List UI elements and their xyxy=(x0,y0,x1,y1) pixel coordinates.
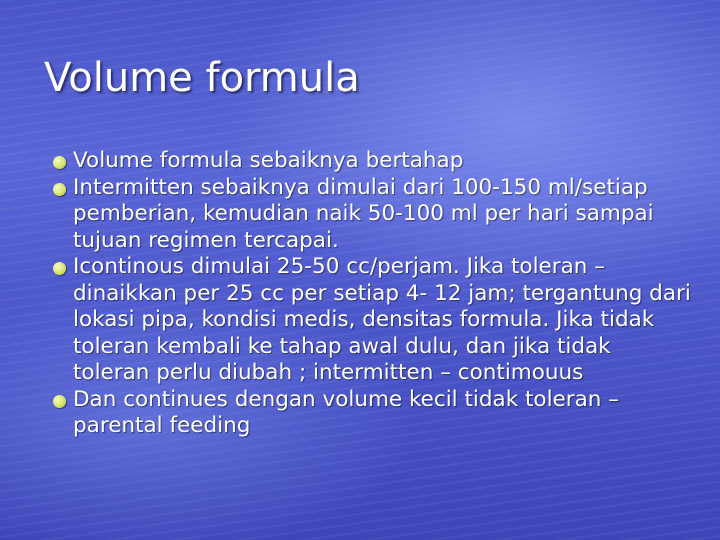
bullet-icon xyxy=(53,395,66,408)
slide-title: Volume formula xyxy=(44,55,360,101)
slide-bottom-margin xyxy=(0,530,720,540)
bullet-list xyxy=(52,148,692,440)
bullet-text: Dan continues dengan volume kecil tidak toleran – parental feeding xyxy=(73,386,620,438)
bullet-item xyxy=(52,148,692,175)
bullet-text: Intermitten sebaiknya dimulai dari 100-150 ml/setiap pemberian, kemudian naik 50-100 ml per hari sampai tujuan regimen tercapai. xyxy=(73,174,654,253)
bullet-icon xyxy=(53,183,66,196)
bullet-icon xyxy=(53,156,66,169)
bullet-item xyxy=(52,254,692,387)
bullet-item xyxy=(52,387,692,440)
bullet-icon xyxy=(53,262,66,275)
bullet-text: Icontinous dimulai 25-50 cc/perjam. Jika toleran – dinaikkan per 25 cc per setiap 4- 12 jam; tergantung dari lokasi pipa, kondisi medis, densitas formula. Jika tidak toleran kembali ke tahap awal dulu, dan jika tidak toleran perlu diubah ; intermitten – contimouus xyxy=(73,254,691,385)
bullet-item xyxy=(52,175,692,255)
bullet-text: Volume formula sebaiknya bertahap xyxy=(73,148,464,173)
